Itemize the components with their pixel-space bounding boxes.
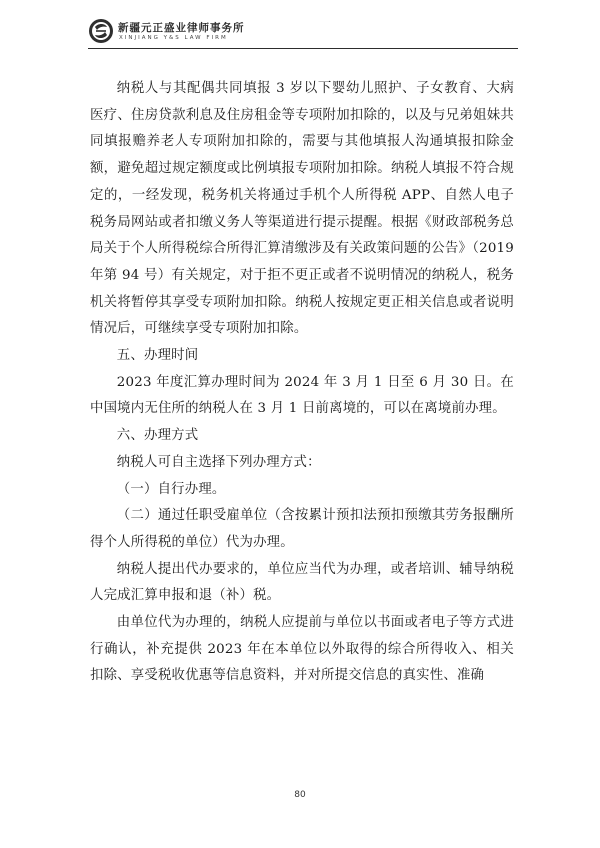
page-number: 80 bbox=[294, 790, 306, 800]
firm-name-cn: 新疆元正盛业律师事务所 bbox=[118, 22, 245, 34]
list-item-employer-filing: （二）通过任职受雇单位（含按累计预扣法预扣预缴其劳务报酬所得个人所得税的单位）代为办理。 bbox=[90, 508, 514, 550]
paragraph-special-deduction: 纳税人与其配偶共同填报 3 岁以下婴幼儿照护、子女教育、大病医疗、住房贷款利息及住房租金等专项附加扣除的，以及与兄弟姐妹共同填报赡养老人专项附加扣除的，需要与其他填报人沟通填报扣除金额，避免超过规定额度或比例填报专项附加扣除。纳税人填报不符合规定的，一经发现，税务机关将通过手机个人所得税 APP、自然人电子税务局网站或者扣缴义务人等渠道进行提示提醒。根据《财政部税务总局关于个人所得税综合所得汇算清缴涉及有关政策问题的公告》（2019 年第 94 号）有关规定，对于拒不更正或者不说明情况的纳税人，税务机关将暂停其享受专项附加扣除。纳税人按规定更正相关信息或者说明情况后，可继续享受专项附加扣除。 bbox=[90, 81, 514, 337]
paragraph-filing-period: 2023 年度汇算办理时间为 2024 年 3 月 1 日至 6 月 30 日。在中国境内无住所的纳税人在 3 月 1 日前离境的，可以在离境前办理。 bbox=[90, 374, 514, 417]
firm-name-en: XINJIANG Y&S LAW FIRM bbox=[119, 35, 228, 41]
section-heading-method: 六、办理方式 bbox=[116, 428, 199, 444]
document-body bbox=[90, 76, 514, 690]
paragraph-employer-confirmation: 由单位代为办理的，纳税人应提前与单位以书面或者电子等方式进行确认，补充提供 2023 年在本单位以外取得的综合所得收入、相关扣除、享受税收优惠等信息资料，并对所提交信息的真实性、准确 bbox=[90, 615, 514, 684]
paragraph-employer-duty: 纳税人提出代办要求的，单位应当代为办理，或者培训、辅导纳税人完成汇算申报和退（补）税。 bbox=[90, 561, 514, 604]
header-divider bbox=[88, 48, 518, 49]
firm-logo-icon bbox=[88, 18, 114, 44]
page-header bbox=[88, 18, 518, 48]
section-heading-time: 五、办理时间 bbox=[116, 348, 199, 364]
list-item-self-filing: （一）自行办理。 bbox=[116, 481, 226, 497]
paragraph-method-intro: 纳税人可自主选择下列办理方式： bbox=[116, 454, 321, 470]
